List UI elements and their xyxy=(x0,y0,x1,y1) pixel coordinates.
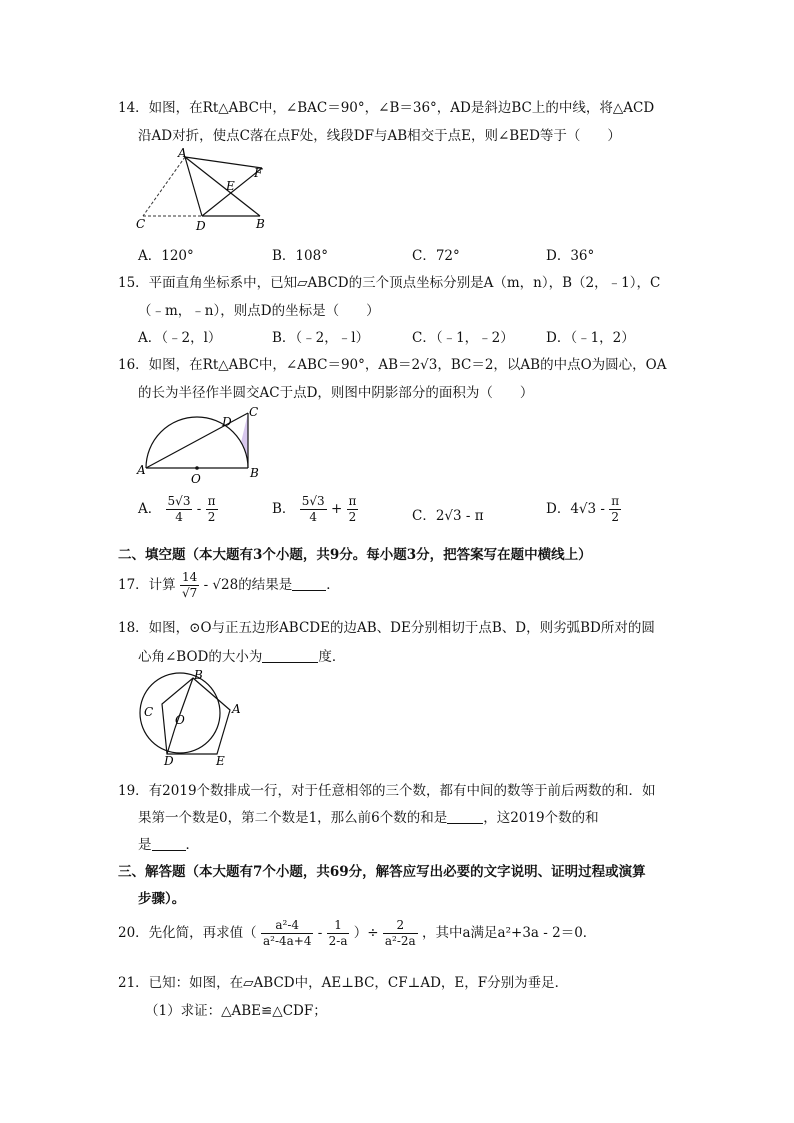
section-3-heading-line2: 步骤）。 xyxy=(138,891,186,907)
q14-line1: 14．如图，在Rt△ABC中，∠BAC＝90°，∠B＝36°，AD是斜边BC上的中线，将△ACD xyxy=(118,100,655,116)
q16-label-b: B xyxy=(250,466,259,480)
q14-line2: 沿AD对折，使点C落在点F处，线段DF与AB相交于点E，则∠BED等于（ ） xyxy=(138,128,621,144)
q18-label-d: D xyxy=(164,754,174,768)
q16-figure xyxy=(134,400,269,488)
q18-figure xyxy=(130,668,255,768)
q15-option-d: D．（﹣1，2） xyxy=(546,330,635,346)
q14-option-b: B．108° xyxy=(272,248,328,264)
q15-option-c: C．（﹣1，﹣2） xyxy=(412,330,514,346)
q16-label-a: A xyxy=(137,463,146,477)
q15-line1: 15．平面直角坐标系中，已知▱ABCD的三个顶点坐标分别是A（m，n），B（2，﹣1），C xyxy=(118,275,661,291)
q15-option-b: B．（﹣2，﹣l） xyxy=(272,330,370,346)
q14-option-a: A．120° xyxy=(138,248,194,264)
q18-label-e: E xyxy=(216,754,225,768)
q19-answer-blank-1[interactable] xyxy=(447,809,483,824)
q21-line2: （1）求证：△ABE≌△CDF； xyxy=(145,1003,327,1019)
q14-label-f: F xyxy=(254,166,263,180)
q16-label-d: D xyxy=(222,415,232,429)
q19-line2: 果第一个数是0，第二个数是1，那么前6个数的和是 ，这2019个数的和 xyxy=(138,810,599,826)
q16-option-d: D．4√3 - $\frac{\pi}{2}$ xyxy=(546,494,620,524)
q14-figure xyxy=(132,146,282,238)
q20-line: 20．先化简，再求值（ $\frac{\text{a²-4}}{\text{a²-4a+4}}$ - $\frac{1}{2-a}$ ）÷ $\frac{2}{\text{a²-2a}}$ ，其中a满足a²+3a - 2＝0． xyxy=(118,918,597,948)
q14-label-a: A xyxy=(178,146,187,160)
q18-label-a: A xyxy=(232,702,241,716)
q14-label-b: B xyxy=(256,217,265,231)
q16-option-b: B． $\frac{5√3}{4}$ + $\frac{\pi}{2}$ xyxy=(272,494,357,524)
q17-answer-blank[interactable] xyxy=(292,576,326,591)
q14-option-d: D．36° xyxy=(546,248,595,264)
q16-option-c: C．2√3 - π xyxy=(412,508,484,524)
q16-line2: 的长为半径作半圆交AC于点D，则图中阴影部分的面积为（ ） xyxy=(138,385,534,401)
q18-label-c: C xyxy=(144,705,154,719)
q18-label-o: O xyxy=(175,713,185,727)
q19-line1: 19．有2019个数排成一行，对于任意相邻的三个数，都有中间的数等于前后两数的和．如 xyxy=(118,783,656,799)
q21-line1: 21．已知：如图，在▱ABCD中，AE⊥BC，CF⊥AD，E，F分别为垂足． xyxy=(118,975,569,991)
q15-line2: （﹣m，﹣n），则点D的坐标是（ ） xyxy=(138,303,380,319)
q14-label-e: E xyxy=(226,179,235,193)
q18-label-b: B xyxy=(194,668,203,682)
q18-line1: 18．如图，⊙O与正五边形ABCDE的边AB、DE分别相切于点B、D，则劣弧BD所对的圆 xyxy=(118,620,655,636)
q18-answer-blank[interactable] xyxy=(262,648,318,663)
section-3-heading-line1: 三、解答题（本大题有7个小题，共69分，解答应写出必要的文字说明、证明过程或演算 xyxy=(118,864,646,880)
q16-label-o: O xyxy=(191,472,201,486)
q16-label-c: C xyxy=(249,405,259,419)
q14-option-c: C．72° xyxy=(412,248,460,264)
q19-answer-blank-2[interactable] xyxy=(152,836,186,851)
q15-option-a: A．（﹣2，l） xyxy=(138,330,222,346)
section-2-heading: 二、填空题（本大题有3个小题，共9分。每小题3分，把答案写在题中横线上） xyxy=(118,547,592,563)
q14-label-c: C xyxy=(136,217,146,231)
q16-option-a: A． $\frac{5√3}{4}$ - $\frac{\pi}{2}$ xyxy=(138,494,216,524)
q18-line2: 心角∠BOD的大小为 度． xyxy=(138,649,346,665)
q17-line: 17．计算 $\frac{14}{√7}$ - √28的结果是 ． xyxy=(118,570,340,600)
q19-line3: 是 ． xyxy=(138,837,199,853)
q14-label-d: D xyxy=(196,219,206,233)
q16-line1: 16．如图，在Rt△ABC中，∠ABC＝90°，AB＝2√3，BC＝2，以AB的中点O为圆心，OA xyxy=(118,357,667,373)
